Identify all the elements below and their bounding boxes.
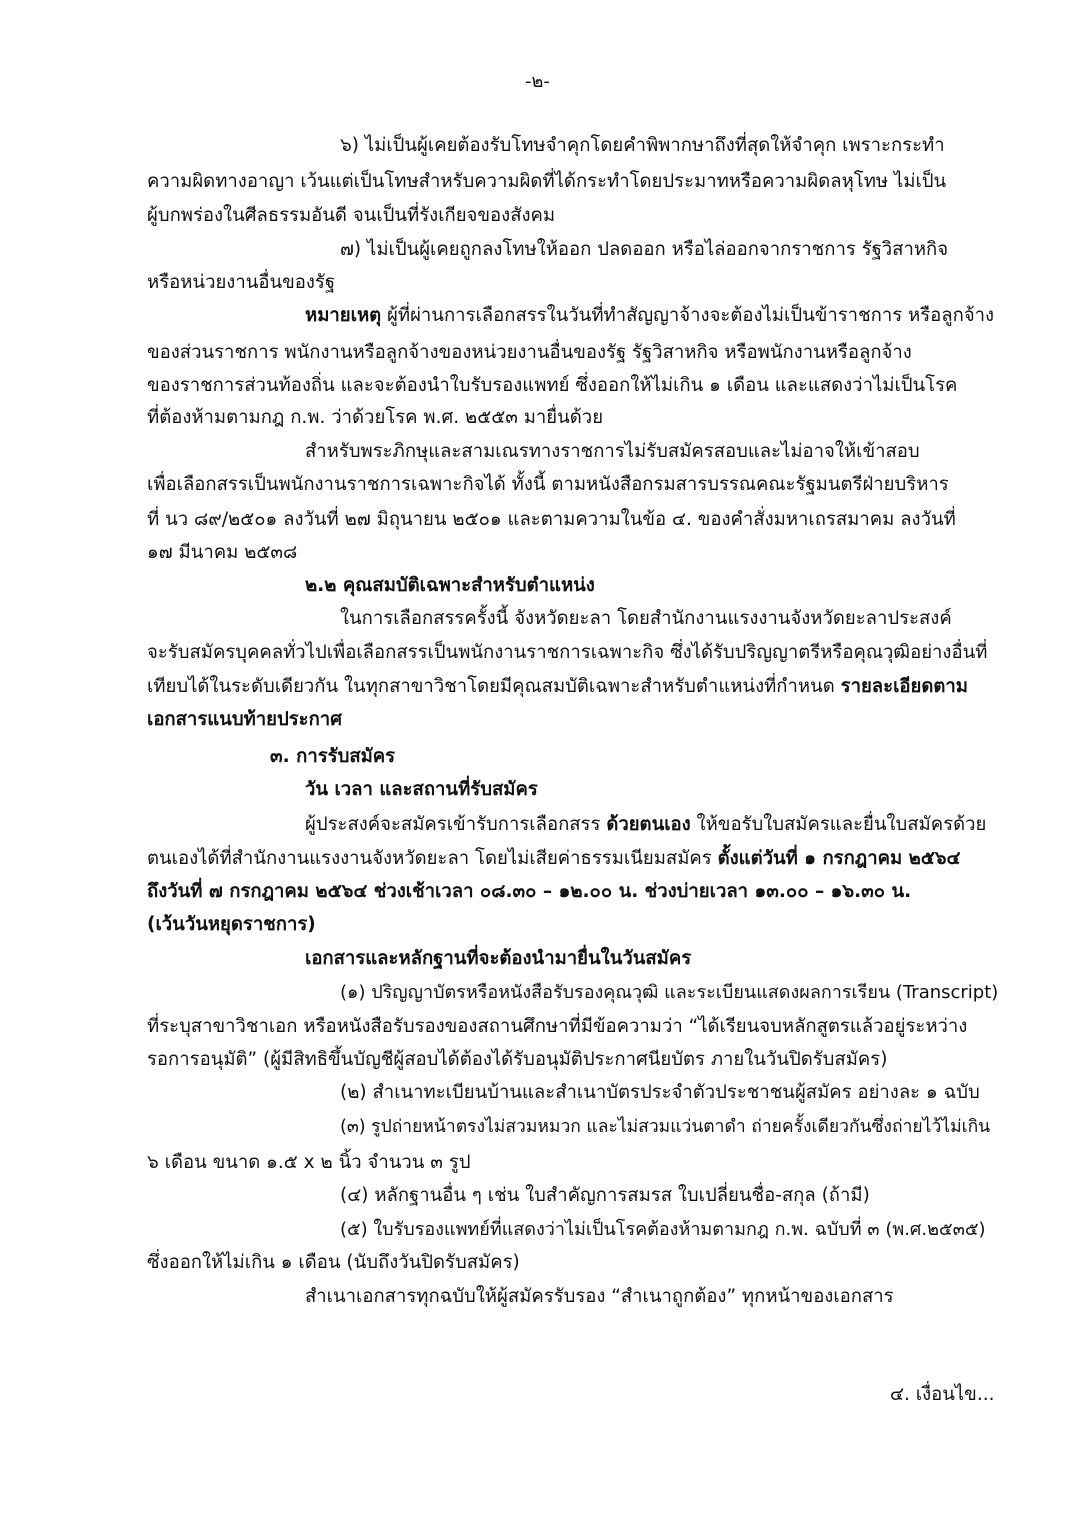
section-2-2-text-3: เทียบได้ในระดับเดียวกัน ในทุกสาขาวิชาโดยมีคุณสมบัติเฉพาะสำหรับตำแหน่งที่กำหนด: [147, 676, 841, 697]
monk-line-1: สำหรับพระภิกษุและสามเณรทางราชการไม่รับสมัครสอบและไม่อาจให้เข้าสอบ: [305, 441, 920, 462]
apply-line-3: ถึงวันที่ ๗ กรกฎาคม ๒๕๖๔ ช่วงเช้าเวลา ๐๘.๓๐ – ๑๒.๐๐ น. ช่วงบ่ายเวลา ๑๓.๐๐ – ๑๖.๓๐ น.: [147, 881, 912, 902]
apply-text-1c: ให้ขอรับใบสมัครและยื่นใบสมัครด้วย: [690, 814, 987, 835]
next-page-continuation: ๔. เงื่อนไข...: [890, 1384, 995, 1405]
item-6-line-2: ความผิดทางอาญา เว้นแต่เป็นโทษสำหรับความผิดที่ได้กระทำโดยประมาทหรือความผิดลหุโทษ ไม่เป็น: [147, 171, 947, 192]
doc-4: (๔) หลักฐานอื่น ๆ เช่น ใบสำคัญการสมรส ใบเปลี่ยนชื่อ-สกุล (ถ้ามี): [340, 1185, 870, 1206]
apply-bold-2: ตั้งแต่วันที่ ๑ กรกฎาคม ๒๕๖๔: [717, 848, 961, 869]
section-2-2-line-3: [147, 674, 968, 700]
monk-line-3: ที่ นว ๘๙/๒๕๐๑ ลงวันที่ ๒๗ มิถุนายน ๒๕๐๑ และตามความในข้อ ๔. ของคำสั่งมหาเถรสมาคม ลงวันที่: [147, 509, 956, 530]
note-text-1: ผู้ที่ผ่านการเลือกสรรในวันที่ทำสัญญาจ้างจะต้องไม่เป็นข้าราชการ หรือลูกจ้าง: [381, 305, 995, 326]
apply-text-1a: ผู้ประสงค์จะสมัครเข้ารับการเลือกสรร: [305, 814, 607, 835]
note-label: หมายเหตุ: [305, 305, 382, 326]
monk-line-2: เพื่อเลือกสรรเป็นพนักงานราชการเฉพาะกิจได้ ทั้งนี้ ตามหนังสือกรมสารบรรณคณะรัฐมนตรีฝ่ายบริหาร: [147, 474, 949, 495]
doc-5-line-1: (๕) ใบรับรองแพทย์ที่แสดงว่าไม่เป็นโรคต้องห้ามตามกฎ ก.พ. ฉบับที่ ๓ (พ.ศ.๒๕๓๕): [340, 1219, 986, 1240]
section-2-2-line-1: ในการเลือกสรรครั้งนี้ จังหวัดยะลา โดยสำนักงานแรงงานจังหวัดยะลาประสงค์: [340, 608, 952, 629]
page-number: -๒-: [525, 71, 550, 92]
note-line-1: [305, 303, 994, 329]
note-line-2: ของส่วนราชการ พนักงานหรือลูกจ้างของหน่วยงานอื่นของรัฐ รัฐวิสาหกิจ หรือพนักงานหรือลูกจ้าง: [147, 342, 912, 363]
section-3-subheading-documents: เอกสารและหลักฐานที่จะต้องนำมายื่นในวันสมัคร: [305, 948, 692, 969]
apply-bold-1: ด้วยตนเอง: [606, 814, 691, 835]
item-7-line-1: ๗) ไม่เป็นผู้เคยถูกลงโทษให้ออก ปลดออก หรือไล่ออกจากราชการ รัฐวิสาหกิจ: [340, 239, 949, 260]
monk-line-4: ๑๗ มีนาคม ๒๕๓๘: [147, 542, 298, 563]
apply-line-4: (เว้นวันหยุดราชการ): [147, 914, 316, 935]
certify-copy-note: สำเนาเอกสารทุกฉบับให้ผู้สมัครรับรอง “สำเนาถูกต้อง” ทุกหน้าของเอกสาร: [305, 1286, 894, 1307]
note-line-3: ของราชการส่วนท้องถิ่น และจะต้องนำใบรับรองแพทย์ ซึ่งออกให้ไม่เกิน ๑ เดือน และแสดงว่าไม่เป็นโรค: [147, 375, 958, 396]
section-3-heading: ๓. การรับสมัคร: [270, 746, 396, 767]
note-line-4: ที่ต้องห้ามตามกฎ ก.พ. ว่าด้วยโรค พ.ศ. ๒๕๕๓ มายื่นด้วย: [147, 407, 604, 428]
apply-line-2: [147, 846, 961, 872]
apply-text-2a: ตนเองได้ที่สำนักงานแรงงานจังหวัดยะลา โดยไม่เสียค่าธรรมเนียมสมัคร: [147, 848, 718, 869]
doc-3-line-1: (๓) รูปถ่ายหน้าตรงไม่สวมหมวก และไม่สวมแว่นตาดำ ถ่ายครั้งเดียวกันซึ่งถ่ายไว้ไม่เกิน: [340, 1117, 991, 1137]
section-2-2-line-4: เอกสารแนบท้ายประกาศ: [147, 709, 342, 730]
doc-1-line-3: รอการอนุมัติ” (ผู้มีสิทธิขึ้นบัญชีผู้สอบได้ต้องได้รับอนุมัติประกาศนียบัตร ภายในวันปิดรับสมัคร): [147, 1049, 888, 1070]
doc-1-line-2: ที่ระบุสาขาวิชาเอก หรือหนังสือรับรองของสถานศึกษาที่มีข้อความว่า “ได้เรียนจบหลักสูตรแล้วอยู่ระหว่าง: [147, 1016, 968, 1037]
section-3-subheading-dates: วัน เวลา และสถานที่รับสมัคร: [305, 779, 538, 800]
doc-3-line-2: ๖ เดือน ขนาด ๑.๕ x ๒ นิ้ว จำนวน ๓ รูป: [147, 1152, 471, 1173]
doc-1-line-1: (๑) ปริญญาบัตรหรือหนังสือรับรองคุณวุฒิ และระเบียนแสดงผลการเรียน (Transcript): [340, 982, 999, 1003]
apply-line-1: [305, 812, 986, 838]
section-2-2-heading: ๒.๒ คุณสมบัติเฉพาะสำหรับตำแหน่ง: [305, 575, 595, 596]
doc-5-line-2: ซึ่งออกให้ไม่เกิน ๑ เดือน (นับถึงวันปิดรับสมัคร): [147, 1252, 520, 1273]
section-2-2-bold-3: รายละเอียดตาม: [840, 676, 968, 697]
item-6-line-3: ผู้บกพร่องในศีลธรรมอันดี จนเป็นที่รังเกียจของสังคม: [147, 205, 556, 226]
item-6-line-1: ๖) ไม่เป็นผู้เคยต้องรับโทษจำคุกโดยคำพิพากษาถึงที่สุดให้จำคุก เพราะกระทำ: [340, 135, 945, 156]
doc-2: (๒) สำเนาทะเบียนบ้านและสำเนาบัตรประจำตัวประชาชนผู้สมัคร อย่างละ ๑ ฉบับ: [340, 1082, 980, 1103]
item-7-line-2: หรือหน่วยงานอื่นของรัฐ: [147, 272, 336, 293]
section-2-2-line-2: จะรับสมัครบุคคลทั่วไปเพื่อเลือกสรรเป็นพนักงานราชการเฉพาะกิจ ซึ่งได้รับปริญญาตรีหรือคุณวุฒิอย่างอื่นที่: [147, 642, 988, 663]
